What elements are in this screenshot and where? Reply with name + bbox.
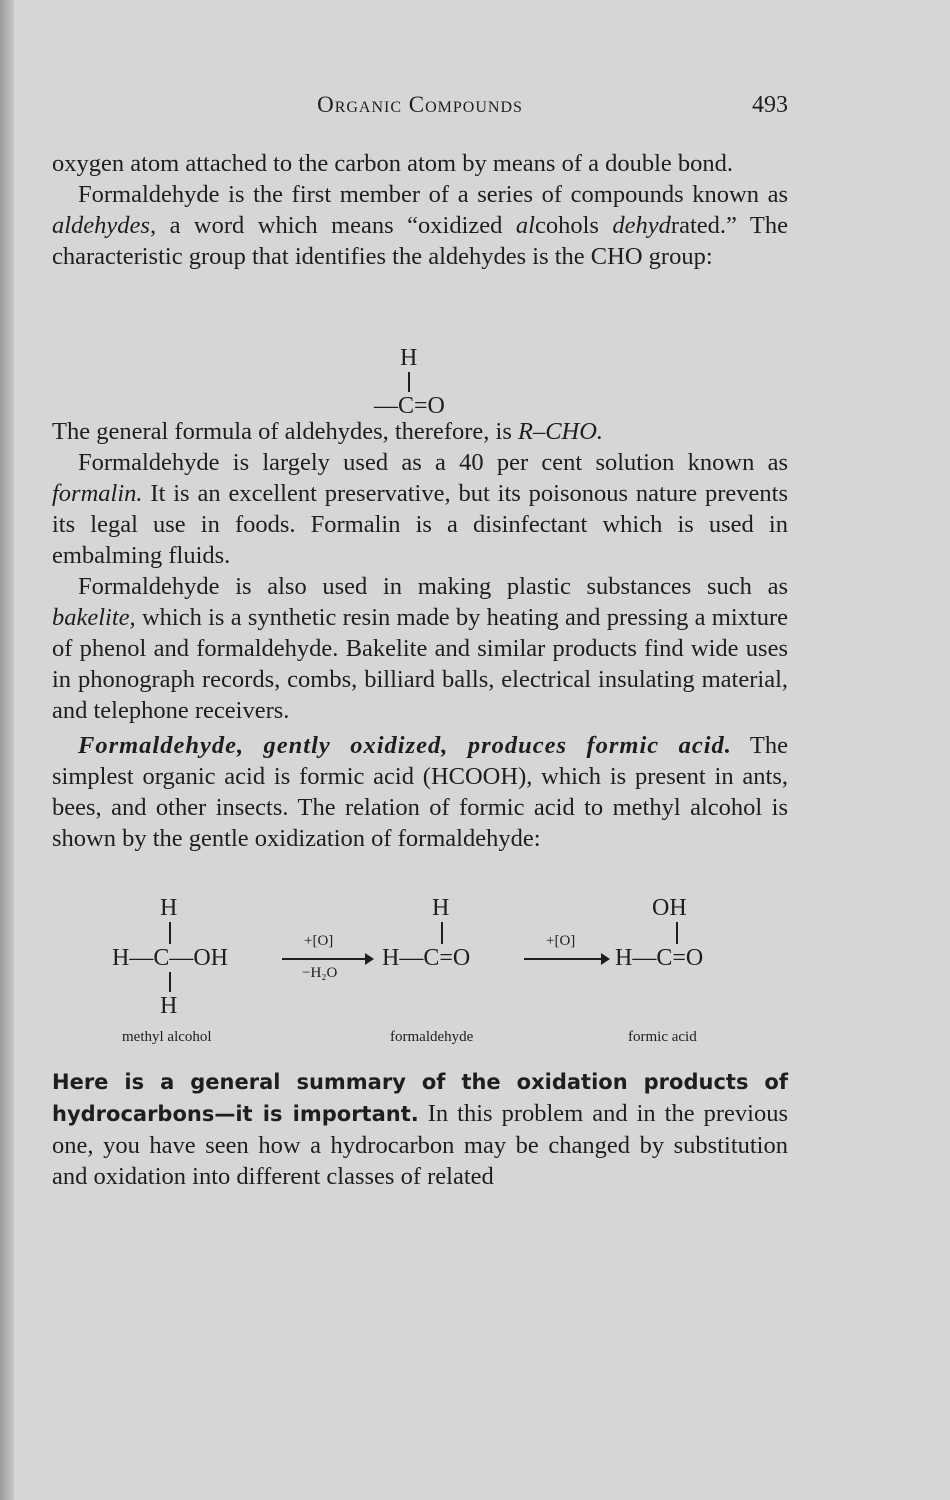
term-bakelite: bakelite, [52,604,136,631]
methyl-bottom-bond [169,972,171,992]
term-al: al [515,212,535,239]
paragraph-6 [52,730,788,854]
paragraph-6-text: The simplest organic acid is formic acid (HCOOH), which is present in ants, bees, and other insects. The relation of formic acid to methyl alcohol is shown by the gentle oxidization of formaldehyde: [52,732,788,852]
term-dehyd: dehyd [612,212,671,239]
term-aldehydes: aldehydes, [52,212,157,239]
cho-group-main: —C=O [374,393,445,419]
paragraph-2 [52,179,788,272]
term-formalin: formalin. [52,480,143,507]
paragraph-2-text-b: a word which means “oxidized [156,212,516,239]
paragraph-4-text-b: It is an excellent preservative, but its poisonous nature prevents its legal use in foods. Formalin is a disinfectant which is used in embalming fluids. [52,480,788,569]
formaldehyde-top-h: H [432,895,450,921]
page-spine-shadow [0,0,14,1500]
paragraph-2-text-c: cohols [534,212,613,239]
paragraph-3-text: The general formula of aldehydes, therefore, is [52,418,518,445]
arrow1-top-label: +[O] [304,933,334,949]
formaldehyde-bond [441,922,443,944]
paragraph-1-text: oxygen atom attached to the carbon atom by means of a double bond. [52,150,734,177]
paragraph-5-text-b: which is a synthetic resin made by heating and pressing a mixture of phenol and formaldehyde. Bakelite and similar products find wide uses in phonograph records, combs, billiard balls, electrical insulating material, and telephone receivers. [52,604,788,724]
formaldehyde-main: H—C=O [382,945,471,971]
methyl-bottom-h: H [160,993,178,1019]
paragraph-2-text-a: Formaldehyde is the first member of a series of compounds known as [78,181,788,208]
paragraph-5 [52,571,788,726]
caption-methyl-alcohol: methyl alcohol [122,1029,212,1045]
methyl-top-h: H [160,895,178,921]
cho-vertical-bond [408,372,410,392]
cho-h-atom: H [400,345,418,371]
running-head [52,92,788,126]
paragraph-6-lead: Formaldehyde, gently oxidized, produces formic acid. [78,732,732,759]
paragraph-1 [52,148,788,179]
formic-main: H—C=O [615,945,704,971]
arrow1 [282,958,372,960]
caption-formic-acid: formic acid [628,1029,697,1045]
cho-group-formula [52,272,788,422]
methyl-top-bond [169,922,171,944]
caption-formaldehyde: formaldehyde [390,1029,474,1045]
methyl-main: H—C—OH [112,945,229,971]
body-text [52,148,788,1192]
paragraph-4 [52,447,788,571]
arrow1-bottom-label: −H₂O [302,965,338,981]
paragraph-7-lead: Here is a general summary of the oxidation products of hydrocarbons—it is important. [52,1070,788,1126]
paragraph-5-text-a: Formaldehyde is also used in making plastic substances such as [78,573,788,600]
paragraph-4-text-a: Formaldehyde is largely used as a 40 per cent solution known as [78,449,788,476]
oxidation-diagram [52,854,788,1044]
arrow2 [524,958,608,960]
page-number: 493 [752,92,788,118]
paragraph-7-text: In this problem and in the previous one, you have seen how a hydrocarbon may be changed by substitution and oxidation into different classes of related [52,1100,789,1190]
arrow2-top-label: +[O] [546,933,576,949]
formic-bond [676,922,678,944]
formic-top-oh: OH [652,895,687,921]
running-title: Organic Compounds [317,92,523,117]
general-formula: R–CHO. [517,418,604,445]
paragraph-7 [52,1066,788,1192]
paragraph-2-text-d: rated.” The characteristic group that identifies the aldehydes is the CHO group: [52,212,788,270]
